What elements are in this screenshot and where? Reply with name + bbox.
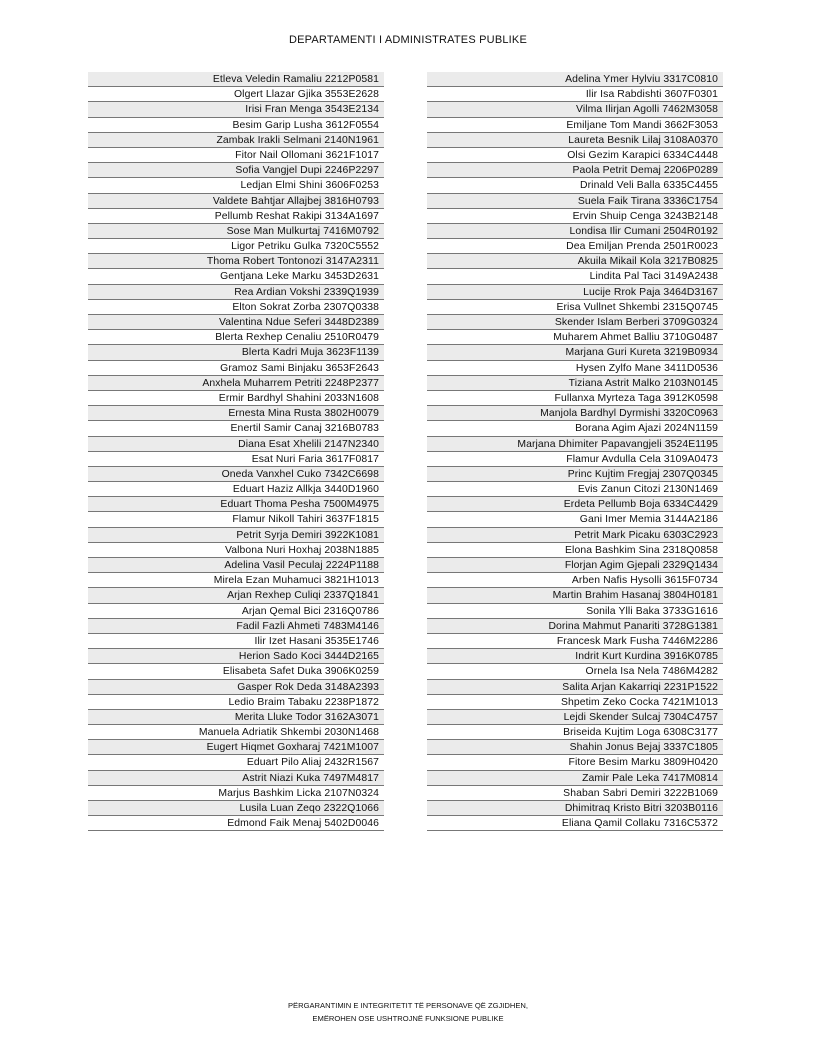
list-item: Borana Agim Ajazi 2024N1159 [427, 421, 723, 436]
list-item: Fitor Nail Ollomani 3621F1017 [88, 148, 384, 163]
list-item: Fullanxa Myrteza Taga 3912K0598 [427, 391, 723, 406]
list-item: Gani Imer Memia 3144A2186 [427, 512, 723, 527]
list-item: Manuela Adriatik Shkembi 2030N1468 [88, 725, 384, 740]
list-item: Besim Garip Lusha 3612F0554 [88, 118, 384, 133]
list-item: Londisa Ilir Cumani 2504R0192 [427, 224, 723, 239]
list-item: Gasper Rok Deda 3148A2393 [88, 680, 384, 695]
list-item: Petrit Mark Picaku 6303C2923 [427, 528, 723, 543]
footer-line-2: EMËROHEN OSE USHTROJNË FUNKSIONE PUBLIKE [312, 1014, 504, 1023]
list-item: Sose Man Mulkurtaj 7416M0792 [88, 224, 384, 239]
list-item: Emiljane Tom Mandi 3662F3053 [427, 118, 723, 133]
list-item: Dea Emiljan Prenda 2501R0023 [427, 239, 723, 254]
list-item: Ornela Isa Nela 7486M4282 [427, 664, 723, 679]
list-item: Ledio Braim Tabaku 2238P1872 [88, 695, 384, 710]
list-item: Gramoz Sami Binjaku 3653F2643 [88, 361, 384, 376]
list-item: Erdeta Pellumb Boja 6334C4429 [427, 497, 723, 512]
list-item: Adelina Ymer Hylviu 3317C0810 [427, 72, 723, 87]
list-item: Shahin Jonus Bejaj 3337C1805 [427, 740, 723, 755]
list-item: Princ Kujtim Fregjaj 2307Q0345 [427, 467, 723, 482]
list-item: Florjan Agim Gjepali 2329Q1434 [427, 558, 723, 573]
list-item: Lusila Luan Zeqo 2322Q1066 [88, 801, 384, 816]
list-item: Suela Faik Tirana 3336C1754 [427, 194, 723, 209]
list-item: Sonila Ylli Baka 3733G1616 [427, 604, 723, 619]
right-name-list [427, 72, 723, 831]
footer-line-1: PËRGARANTIMIN E INTEGRITETIT TË PERSONAVE QË ZGJIDHEN, [287, 1001, 529, 1010]
list-item: Elona Bashkim Sina 2318Q0858 [427, 543, 723, 558]
list-item: Etleva Veledin Ramaliu 2212P0581 [88, 72, 384, 87]
list-item: Zambak Irakli Selmani 2140N1961 [88, 133, 384, 148]
list-item: Elisabeta Safet Duka 3906K0259 [88, 664, 384, 679]
page-footer [0, 999, 816, 1025]
list-item: Enertil Samir Canaj 3216B0783 [88, 421, 384, 436]
list-item: Valdete Bahtjar Allajbej 3816H0793 [88, 194, 384, 209]
list-item: Astrit Niazi Kuka 7497M4817 [88, 771, 384, 786]
list-item: Drinald Veli Balla 6335C4455 [427, 178, 723, 193]
list-item: Ledjan Elmi Shini 3606F0253 [88, 178, 384, 193]
list-item: Hysen Zylfo Mane 3411D0536 [427, 361, 723, 376]
list-item: Lindita Pal Taci 3149A2438 [427, 269, 723, 284]
list-item: Evis Zanun Citozi 2130N1469 [427, 482, 723, 497]
list-item: Edmond Faik Menaj 5402D0046 [88, 816, 384, 831]
list-item: Blerta Kadri Muja 3623F1139 [88, 345, 384, 360]
list-item: Ilir Izet Hasani 3535E1746 [88, 634, 384, 649]
list-item: Petrit Syrja Demiri 3922K1081 [88, 528, 384, 543]
list-item: Eliana Qamil Collaku 7316C5372 [427, 816, 723, 831]
list-item: Tiziana Astrit Malko 2103N0145 [427, 376, 723, 391]
list-item: Gentjana Leke Marku 3453D2631 [88, 269, 384, 284]
list-item: Marjana Guri Kureta 3219B0934 [427, 345, 723, 360]
list-item: Ligor Petriku Gulka 7320C5552 [88, 239, 384, 254]
list-item: Ermir Bardhyl Shahini 2033N1608 [88, 391, 384, 406]
list-item: Muharem Ahmet Balliu 3710G0487 [427, 330, 723, 345]
list-item: Rea Ardian Vokshi 2339Q1939 [88, 285, 384, 300]
list-item: Marjus Bashkim Licka 2107N0324 [88, 786, 384, 801]
list-item: Shpetim Zeko Cocka 7421M1013 [427, 695, 723, 710]
list-item: Akuila Mikail Kola 3217B0825 [427, 254, 723, 269]
list-item: Merita Lluke Todor 3162A3071 [88, 710, 384, 725]
list-item: Erisa Vullnet Shkembi 2315Q0745 [427, 300, 723, 315]
list-item: Vilma Ilirjan Agolli 7462M3058 [427, 102, 723, 117]
list-item: Elton Sokrat Zorba 2307Q0338 [88, 300, 384, 315]
list-item: Eduart Haziz Allkja 3440D1960 [88, 482, 384, 497]
list-item: Fitore Besim Marku 3809H0420 [427, 755, 723, 770]
list-item: Lucije Rrok Paja 3464D3167 [427, 285, 723, 300]
list-item: Irisi Fran Menga 3543E2134 [88, 102, 384, 117]
list-item: Dhimitraq Kristo Bitri 3203B0116 [427, 801, 723, 816]
list-item: Ervin Shuip Cenga 3243B2148 [427, 209, 723, 224]
list-item: Oneda Vanxhel Cuko 7342C6698 [88, 467, 384, 482]
list-item: Lejdi Skender Sulcaj 7304C4757 [427, 710, 723, 725]
list-item: Manjola Bardhyl Dyrmishi 3320C0963 [427, 406, 723, 421]
list-item: Zamir Pale Leka 7417M0814 [427, 771, 723, 786]
list-item: Flamur Nikoll Tahiri 3637F1815 [88, 512, 384, 527]
list-item: Adelina Vasil Peculaj 2224P1188 [88, 558, 384, 573]
list-item: Arjan Qemal Bici 2316Q0786 [88, 604, 384, 619]
list-item: Arben Nafis Hysolli 3615F0734 [427, 573, 723, 588]
list-item: Eugert Hiqmet Goxharaj 7421M1007 [88, 740, 384, 755]
list-item: Laureta Besnik Lilaj 3108A0370 [427, 133, 723, 148]
list-item: Fadil Fazli Ahmeti 7483M4146 [88, 619, 384, 634]
list-item: Briseida Kujtim Loga 6308C3177 [427, 725, 723, 740]
list-item: Flamur Avdulla Cela 3109A0473 [427, 452, 723, 467]
list-item: Eduart Thoma Pesha 7500M4975 [88, 497, 384, 512]
list-item: Mirela Ezan Muhamuci 3821H1013 [88, 573, 384, 588]
list-item: Skender Islam Berberi 3709G0324 [427, 315, 723, 330]
list-item: Olsi Gezim Karapici 6334C4448 [427, 148, 723, 163]
list-item: Esat Nuri Faria 3617F0817 [88, 452, 384, 467]
list-item: Salita Arjan Kakarriqi 2231P1522 [427, 680, 723, 695]
list-item: Shaban Sabri Demiri 3222B1069 [427, 786, 723, 801]
list-item: Anxhela Muharrem Petriti 2248P2377 [88, 376, 384, 391]
list-item: Paola Petrit Demaj 2206P0289 [427, 163, 723, 178]
list-item: Valbona Nuri Hoxhaj 2038N1885 [88, 543, 384, 558]
list-item: Francesk Mark Fusha 7446M2286 [427, 634, 723, 649]
list-item: Eduart Pilo Aliaj 2432R1567 [88, 755, 384, 770]
list-item: Martin Brahim Hasanaj 3804H0181 [427, 588, 723, 603]
list-item: Thoma Robert Tontonozi 3147A2311 [88, 254, 384, 269]
list-item: Indrit Kurt Kurdina 3916K0785 [427, 649, 723, 664]
list-item: Diana Esat Xhelili 2147N2340 [88, 437, 384, 452]
page-title: DEPARTAMENTI I ADMINISTRATES PUBLIKE [288, 34, 528, 46]
list-item: Pellumb Reshat Rakipi 3134A1697 [88, 209, 384, 224]
list-item: Ilir Isa Rabdishti 3607F0301 [427, 87, 723, 102]
list-item: Olgert Llazar Gjika 3553E2628 [88, 87, 384, 102]
list-item: Ernesta Mina Rusta 3802H0079 [88, 406, 384, 421]
list-item: Sofia Vangjel Dupi 2246P2297 [88, 163, 384, 178]
left-name-list [88, 72, 384, 831]
list-item: Marjana Dhimiter Papavangjeli 3524E1195 [427, 437, 723, 452]
list-item: Arjan Rexhep Culiqi 2337Q1841 [88, 588, 384, 603]
list-item: Blerta Rexhep Cenaliu 2510R0479 [88, 330, 384, 345]
list-item: Dorina Mahmut Panariti 3728G1381 [427, 619, 723, 634]
list-item: Valentina Ndue Seferi 3448D2389 [88, 315, 384, 330]
list-item: Herion Sado Koci 3444D2165 [88, 649, 384, 664]
